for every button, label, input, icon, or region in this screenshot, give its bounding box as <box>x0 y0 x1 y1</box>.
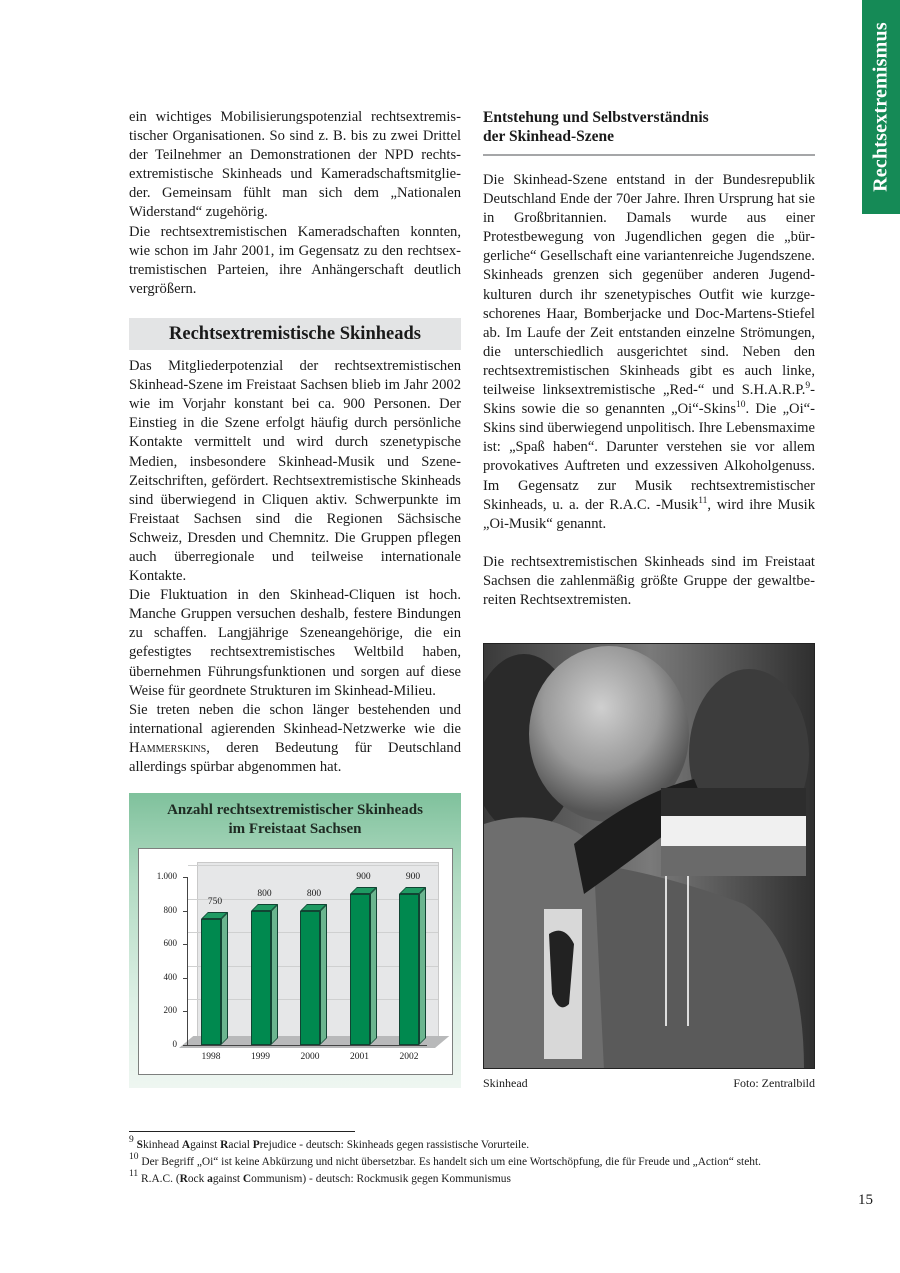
bar-value-label: 900 <box>405 871 421 882</box>
y-tick-mark <box>183 978 187 979</box>
footnote: $^{10}$ Der Begriff „Oi“ ist keine Abkürzung und nicht übersetzbar. Es handelt sich um eine Wortschöpfung, die für Freude und „Action“ steht. <box>129 1152 761 1168</box>
bar-chart <box>129 793 461 1088</box>
photo-image <box>484 644 815 1069</box>
x-tick-label: 2002 <box>399 1052 419 1062</box>
bar-side <box>419 887 426 1045</box>
y-tick-mark <box>183 1011 187 1012</box>
x-tick-label: 2000 <box>300 1052 320 1062</box>
left-column <box>129 108 461 777</box>
bar-value-label: 800 <box>306 888 322 899</box>
y-tick-label: 800 <box>163 904 177 915</box>
y-tick-label: 400 <box>163 971 177 982</box>
x-tick-label: 1999 <box>251 1052 270 1062</box>
footnote: $^{11}$ R.A.C. (Rock against Communism) - deutsch: Rockmusik gegen Kommunismus <box>129 1169 511 1185</box>
section-heading: Entstehung und Selbstverständnis der Skinhead-Szene <box>483 108 815 156</box>
bar-side <box>370 887 377 1045</box>
bar-value-label: 900 <box>356 871 371 882</box>
y-tick-label: 600 <box>163 938 177 949</box>
bar-value-label: 750 <box>207 897 223 907</box>
footnotes <box>129 1137 829 1188</box>
bar <box>201 919 221 1045</box>
bar <box>399 894 419 1045</box>
y-axis <box>187 877 188 1045</box>
page-number: 15 <box>858 1192 873 1208</box>
organization-name: Hammerskins <box>129 739 207 756</box>
y-tick-label: 0 <box>172 1039 177 1049</box>
bar-value-label: 800 <box>257 888 272 899</box>
x-axis <box>187 1045 427 1046</box>
paragraph: Sie treten neben die schon länger bestehenden und international agierenden Skinhead-Netzwerke wie die Hammerskins, deren Bedeutung für Deutschland allerdings spürbar abgenommen hat. <box>129 701 461 775</box>
y-tick-mark <box>183 1045 187 1046</box>
photo-credit: Foto: Zentralbild <box>733 1076 815 1090</box>
gridline <box>188 865 438 866</box>
paragraph: Skinheads grenzen sich gegenüber anderen Jugendkulturen durch ihr szenetypisches Outfit wie kurzgeschorenes Haar, Bomberjacke und Doc-Martens-Stiefel ab. Im Laufe der Zeit entstanden einzelne Strömungen, die unterschiedlich ausgerichtet sind. Neben den rechtsextremistischen Skinheads gibt es auch linke, teilweise linksextremistische „Red-“ und S.H.A.R.P.$^9$-Skins sowie die so genannten „Oi“-Skins$^{10}$. Die „Oi“-Skins sind überwiegend unpolitisch. Ihre Lebensmaxime ist: „Spaß haben“. Darunter verstehen sie vor allem provokatives Auftreten und exzessiven Alkoholgenuss. Im Gegensatz zur Musik rechtsextremistischer Skinheads, u. a. der R.A.C. -Musik$^{11}$, wird ihre Musik „Oi-Musik“ genannt. <box>483 267 815 532</box>
paragraph: Die rechtsextremistischen Skinheads sind im Freistaat Sachsen die zahlenmäßig größte Gruppe der gewaltbereiten Rechtsextremisten. <box>483 553 815 608</box>
footnote-divider <box>129 1131 355 1132</box>
chart-plot-area <box>138 848 453 1075</box>
footnote-number: 9 <box>129 1135 134 1145</box>
skinhead-photo <box>483 643 815 1069</box>
paragraph: Die Fluktuation in den Skinhead-Cliquen ist hoch. Manche Gruppen versuchen deshalb, festere Bindungen zu schaffen. Langjährige Szeneangehörige, die ein gefestigtes rechtsextremistisches Weltbild haben, übernehmen Führungsfunktionen und sorgen auf diese Weise für geordnete Strukturen im Skinhead-Milieu. <box>129 587 461 699</box>
chart-title: Anzahl rechtsextremistischer Skinheads im Freistaat Sachsen <box>167 802 423 837</box>
y-tick-mark <box>183 877 187 878</box>
paragraph: Das Mitgliederpotenzial der rechtsextremistischen Skinhead-Szene im Freistaat Sachsen blieb im Jahr 2002 wie im Vorjahr konstant bei ca. 900 Personen. Der Einstieg in die Szene erfolgt häufig durch persönliche Kontakte vermittelt und wird durch szenetypische Medien, insbesondere Skinhead-Musik und Szene-Zeitschriften, gefördert. Rechtsextremistische Skinheads sind überwiegend in Cliquen aktiv. Schwerpunkte im Freistaat Sachsen sind die Regionen Sächsische Schweiz, Dresden und Chemnitz. Die Gruppen pflegen auch überregionale und teilweise internationale Kontakte. <box>129 358 461 585</box>
x-tick-label: 2001 <box>350 1052 369 1062</box>
y-tick-label: 1.000 <box>156 871 177 881</box>
bar-side <box>271 904 278 1045</box>
photo-caption: Skinhead <box>483 1076 528 1090</box>
section-tab-label: Rechtsextremismus <box>869 22 892 192</box>
footnote-ref[interactable]: 10 <box>736 400 746 411</box>
y-tick-mark <box>183 944 187 945</box>
bar-side <box>320 904 327 1045</box>
footnote-number: 11 <box>129 1169 139 1179</box>
right-column <box>483 108 815 610</box>
x-tick-label: 1998 <box>201 1052 221 1062</box>
paragraph: Die rechtsextremistischen Kameradschaften konnten, wie schon im Jahr 2001, im Gegensatz zu den rechtsextremistischen Parteien, ihre Anhängerschaft deutlich vergrößern. <box>129 223 461 297</box>
section-tab <box>862 0 900 214</box>
footnote-ref[interactable]: 11 <box>698 495 708 506</box>
bar <box>300 911 320 1045</box>
footnote-ref[interactable]: 9 <box>805 381 811 392</box>
paragraph: Die Skinhead-Szene entstand in der Bundesrepublik Deutschland Ende der 70er Jahre. Ihren Ursprung hat sie in Großbritannien. Damals wurde aus einer Protestbewegung von Jugendlichen gegen die „bürgerliche“ Gesellschaft eine variantenreiche Jugendszene. <box>483 172 815 265</box>
footnote: $^9$ Skinhead Against Racial Prejudice - deutsch: Skinheads gegen rassistische Vorurteile. <box>129 1135 530 1151</box>
bar <box>350 894 370 1045</box>
bar-side <box>221 912 228 1045</box>
section-title: Rechtsextremistische Skinheads <box>129 318 461 350</box>
footnote-number: 10 <box>129 1152 139 1162</box>
bar <box>251 911 271 1045</box>
paragraph: ein wichtiges Mobilisierungspotenzial rechtsextremistischer Organisationen. So sind z. B. bis zu zwei Drittel der Teilnehmer an Demonstrationen der NPD rechtsextremistische Skinheads und Kameradschaftsmitglieder. Gemeinsam fühlt man sich dem „Nationalen Widerstand“ zugehörig. <box>129 109 461 221</box>
y-tick-mark <box>183 911 187 912</box>
y-tick-label: 200 <box>163 1005 177 1016</box>
